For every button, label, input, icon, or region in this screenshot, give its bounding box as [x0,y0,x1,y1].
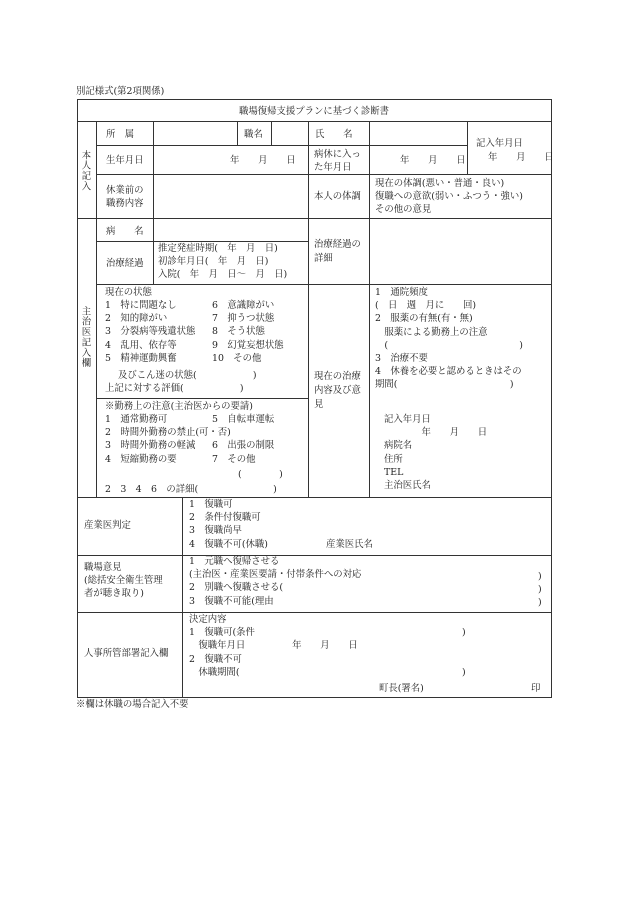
sick-leave-label-2: た年月日 [314,162,352,173]
treatment-course-label: 治療経過 [106,258,144,269]
footnote: ※欄は休職の場合記入不要 [76,699,189,710]
occupational-physician-label: 産業医判定 [84,520,131,531]
personnel-decision: 決定内容 1 復職可(条件 復職年月日 年 月 日 2 復職不可 休職期間( [189,614,358,678]
seal-mark: 印 [531,683,541,694]
treatment-detail-label-1: 治療経過の [314,239,361,250]
sick-leave-date-value: 年 月 日 [400,155,466,166]
work-caution-detail: 2 3 4 6 の詳細( ) [105,484,277,495]
diagnosis-label: 病 名 [106,226,144,237]
entry-date-value: 年 月 日 [488,152,554,163]
treatment-opinion-label-3: 見 [314,399,324,410]
mayor-signature-label: 町長(署名) [379,683,424,694]
doctor-signature-block: 記入年月日 年 月 日 病院名 住所 TEL 主治医氏名 [384,414,488,491]
entry-date-label: 記入年月日 [476,138,523,149]
work-caution-list-left: 1 通常勤務可 2 時間外勤務の禁止(可・否) 3 時間外勤務の軽減 4 短縮勤務の要 [105,414,231,465]
workplace-close-paren-2: ) [538,584,542,595]
workplace-close-paren-3: ) [538,597,542,608]
affiliation-label: 所 属 [106,129,135,140]
form-reference: 別記様式(第2項関係) [76,86,165,97]
birth-date-label: 生年月日 [106,155,144,166]
self-section-label: 本人記入 [79,150,91,192]
treatment-opinion-list: 1 通院頻度 ( 日 週 月に 回) 2 服薬の有無(有・無) 服薬による勤務上の注意 ( ) 3 治療不要 4 休養を必要と認めるときはその 期間( ) [375,287,523,391]
name-label: 氏 名 [315,129,353,140]
personnel-section-label: 人事所管部署記入欄 [84,648,169,659]
personnel-close-paren-2: ) [462,667,466,678]
workplace-opinion-label: 職場意見 (総括安全衛生管理 者が聴き取り) [84,562,163,600]
personnel-close-paren-1: ) [462,627,466,638]
workplace-close-paren-1: ) [538,571,542,582]
work-caution-other-paren: ( ) [238,469,283,480]
treatment-opinion-label-1: 現在の治療 [314,371,361,382]
current-state-title: 現在の状態 [105,287,152,298]
condition-options: 現在の体調(悪い・普通・良い) 復職への意欲(弱い・ふつう・強い) その他の意見 [375,178,523,216]
treatment-detail-label-2: 詳細 [314,253,333,264]
occupational-physician-name-label: 産業医氏名 [326,539,373,550]
treatment-course-dates: 推定発症時期( 年 月 日) 初診年月日( 年 月 日) 入院( 年 月 日〜 月 日) [158,243,288,281]
treatment-opinion-label-2: 内容及び意 [314,385,361,396]
stupor-state: 及びこん迷の状態( ) [118,370,257,381]
doctor-section-label: 主治医記入欄 [79,306,91,369]
previous-job-label-1: 休業前の [106,185,144,196]
state-evaluation: 上記に対する評価( ) [105,383,244,394]
sick-leave-label-1: 病休に入っ [314,149,361,160]
condition-label: 本人の体調 [314,191,361,202]
birth-date-value: 年 月 日 [230,155,296,166]
work-caution-list-right: 5 自転車運転 6 出張の制限 7 その他 [212,414,275,465]
occupational-physician-options: 1 復職可 2 条件付復職可 3 復職尚早 4 復職不可(休職) [189,499,268,550]
job-title-label: 職名 [244,129,263,140]
work-caution-title: ※勤務上の注意(主治医からの要請) [105,401,253,412]
workplace-opinion-options: 1 元職へ復帰させる (主治医・産業医要請・付帯条件への対応 2 別職へ復職させる( 3 復職不可能(理由 [189,556,362,607]
form-title: 職場復帰支援プランに基づく診断書 [238,106,389,117]
current-state-list-right: 6 意識障がい 7 抑うつ状態 8 そう状態 9 幻覚妄想状態 10 その他 [212,300,284,364]
current-state-list-left: 1 特に問題なし 2 知的障がい 3 分裂病等残遺状態 4 乱用、依存等 5 精神運動興奮 [105,300,196,364]
previous-job-label-2: 職務内容 [106,198,144,209]
